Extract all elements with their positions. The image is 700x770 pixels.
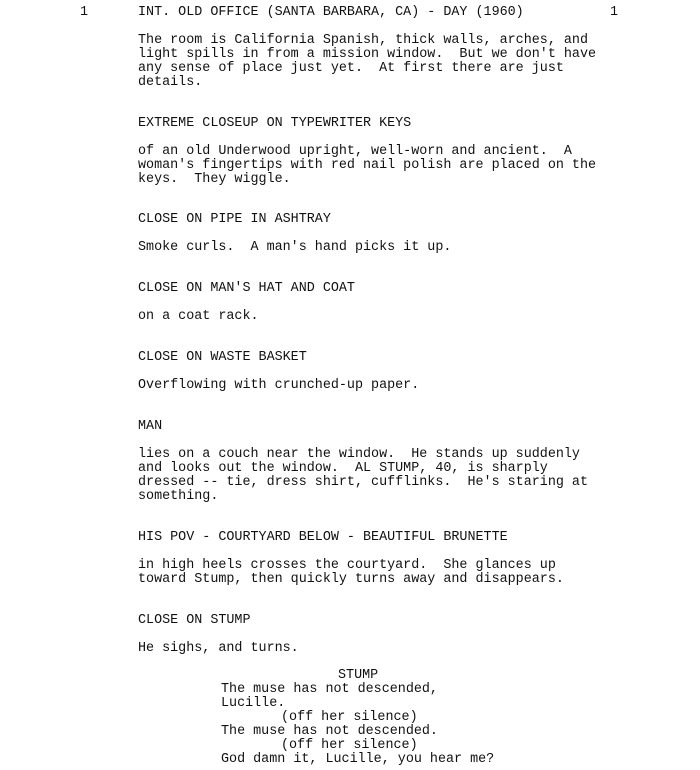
shot-heading: EXTREME CLOSEUP ON TYPEWRITER KEYS [138, 116, 412, 131]
shot-heading: CLOSE ON MAN'S HAT AND COAT [138, 281, 355, 296]
action-paragraph: of an old Underwood upright, well-worn and ancient. A woman's fingertips with red nail polish are placed on the keys. They wiggle. [138, 144, 597, 187]
action-paragraph: on a coat rack. [138, 309, 259, 324]
shot-heading: MAN [138, 419, 163, 434]
action-paragraph: lies on a couch near the window. He stands up suddenly and looks out the window. AL STUMP, 40, is sharply dressed -- tie, dress shirt, cufflinks. He's staring at something. [138, 447, 588, 504]
shot-heading: HIS POV - COURTYARD BELOW - BEAUTIFUL BRUNETTE [138, 530, 508, 545]
dialogue-line: The muse has not descended, Lucille. [221, 682, 438, 711]
dialogue-line: God damn it, Lucille, you hear me? [221, 752, 495, 767]
action-paragraph: Smoke curls. A man's hand picks it up. [138, 240, 452, 255]
scene-heading: INT. OLD OFFICE (SANTA BARBARA, CA) - DAY (1960) [138, 5, 524, 20]
scene-number-right: 1 [610, 5, 619, 20]
shot-heading: CLOSE ON WASTE BASKET [138, 350, 307, 365]
scene-number-left: 1 [80, 5, 89, 20]
action-paragraph: in high heels crosses the courtyard. She glances up toward Stump, then quickly turns away and disappears. [138, 558, 564, 587]
action-paragraph: The room is California Spanish, thick walls, arches, and light spills in from a mission window. But we don't have any sense of place just yet. At first there are just details. [138, 33, 597, 90]
character-name: STUMP [338, 668, 379, 683]
action-paragraph: Overflowing with crunched-up paper. [138, 378, 420, 393]
shot-heading: CLOSE ON PIPE IN ASHTRAY [138, 212, 331, 227]
parenthetical: (off her silence) [281, 738, 418, 753]
parenthetical: (off her silence) [281, 710, 418, 725]
dialogue-line: The muse has not descended. [221, 724, 438, 739]
action-paragraph: He sighs, and turns. [138, 641, 299, 656]
shot-heading: CLOSE ON STUMP [138, 613, 251, 628]
